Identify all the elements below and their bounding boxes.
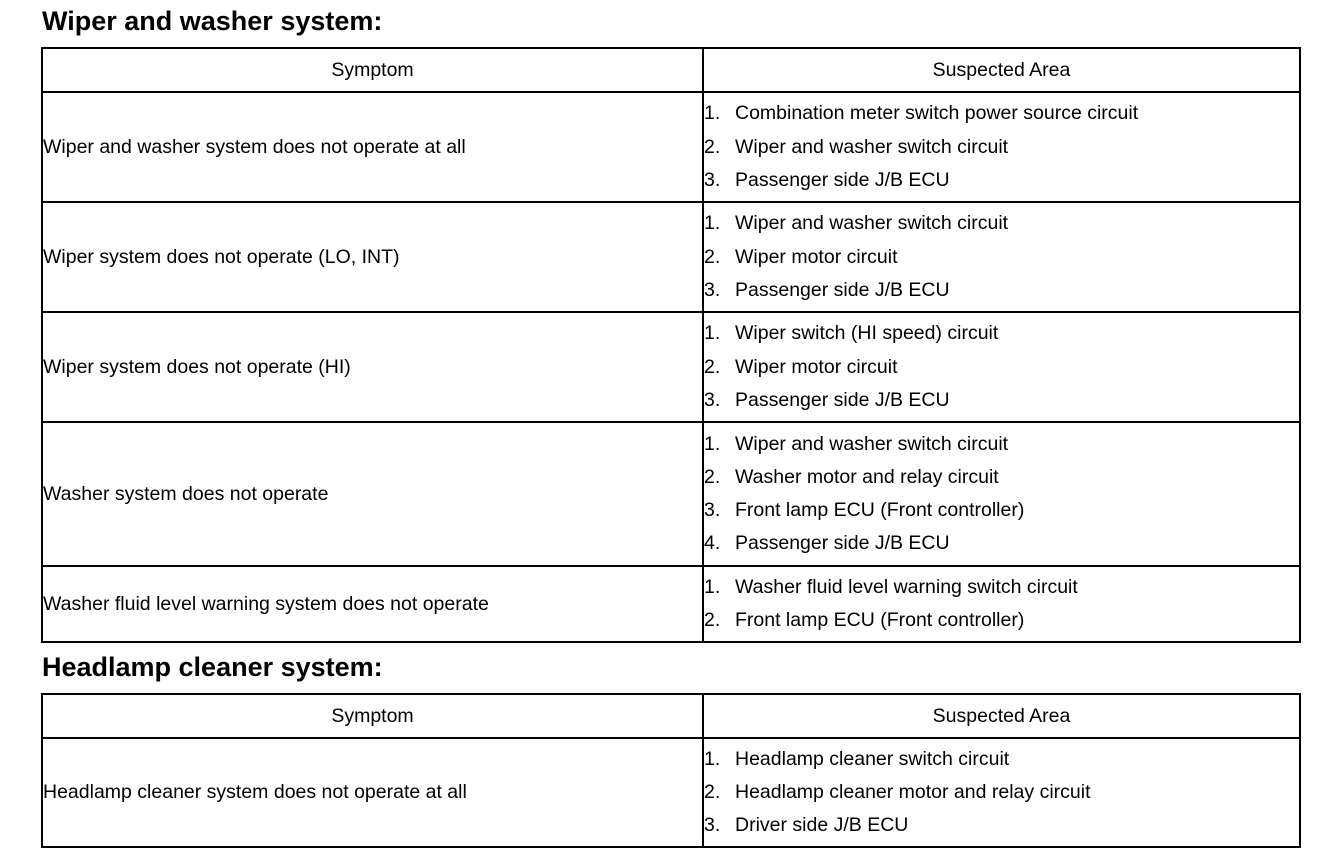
list-item [704,571,1299,604]
item-text: Passenger side J/B ECU [735,388,950,411]
headlamp-cleaner-table [41,693,1301,848]
suspected-area-list [704,207,1299,307]
list-item [704,494,1299,527]
list-item [704,97,1299,130]
suspected-area-list [704,97,1299,197]
section-title-wiper-washer: Wiper and washer system: [42,6,383,36]
item-text: Front lamp ECU (Front controller) [735,609,1025,632]
section-title-headlamp-cleaner: Headlamp cleaner system: [42,652,383,682]
symptom-cell: Washer fluid level warning system does not operate [42,566,703,642]
item-number: 2. [704,781,721,803]
wiper-washer-table [41,47,1301,643]
list-item [704,317,1299,350]
item-text: Front lamp ECU (Front controller) [735,499,1025,522]
item-text: Washer fluid level warning switch circuit [735,575,1078,598]
suspected-area-list [704,571,1299,637]
suspected-area-cell [703,312,1300,422]
item-number: 1. [704,102,721,125]
table-header-row [42,48,1300,92]
item-number: 1. [704,212,721,235]
list-item [704,461,1299,494]
suspected-area-cell [703,202,1300,312]
item-number: 3. [704,814,721,837]
item-number: 4. [704,532,721,555]
item-number: 3. [704,168,721,191]
item-number: 2. [704,355,721,378]
item-text: Passenger side J/B ECU [735,168,950,191]
item-number: 2. [704,465,721,488]
table-row [42,738,1300,847]
list-item [704,809,1299,842]
table-row [42,566,1300,642]
suspected-area-list [704,743,1299,843]
symptom-cell: Wiper system does not operate (HI) [42,312,703,422]
suspected-area-cell [703,566,1300,642]
list-item [704,743,1299,776]
item-text: Wiper and washer switch circuit [735,212,1009,235]
item-number: 3. [704,278,721,301]
suspected-area-list [704,428,1299,561]
item-number: 2. [704,245,721,268]
item-text: Headlamp cleaner motor and relay circuit [735,781,1091,803]
item-text: Wiper motor circuit [735,245,898,268]
list-item [704,384,1299,417]
list-item [704,207,1299,240]
table-row [42,92,1300,202]
item-text: Passenger side J/B ECU [735,532,950,555]
table-row [42,202,1300,312]
symptom-cell: Headlamp cleaner system does not operate at all [42,738,703,847]
suspected-area-column-header: Suspected Area [703,48,1300,92]
suspected-area-column-header: Suspected Area [703,694,1300,738]
table-header-row [42,694,1300,738]
item-text: Wiper and washer switch circuit [735,432,1009,455]
symptom-cell: Washer system does not operate [42,422,703,566]
item-number: 2. [704,609,721,632]
list-item [704,164,1299,197]
list-item [704,240,1299,273]
item-text: Combination meter switch power source circuit [735,102,1139,125]
item-text: Wiper motor circuit [735,355,898,378]
symptom-cell: Wiper system does not operate (LO, INT) [42,202,703,312]
symptom-cell: Wiper and washer system does not operate at all [42,92,703,202]
item-text: Driver side J/B ECU [735,814,909,837]
list-item [704,428,1299,461]
item-number: 1. [704,432,721,455]
item-number: 1. [704,575,721,598]
item-text: Wiper switch (HI speed) circuit [735,322,999,345]
list-item [704,130,1299,163]
symptom-column-header: Symptom [42,48,703,92]
list-item [704,527,1299,560]
item-text: Passenger side J/B ECU [735,278,950,301]
item-number: 3. [704,388,721,411]
list-item [704,350,1299,383]
item-number: 1. [704,747,721,770]
table-row [42,312,1300,422]
item-text: Washer motor and relay circuit [735,465,999,488]
table-row [42,422,1300,566]
item-number: 2. [704,135,721,158]
item-text: Wiper and washer switch circuit [735,135,1009,158]
item-text: Headlamp cleaner switch circuit [735,747,1010,770]
list-item [704,776,1299,809]
symptom-column-header: Symptom [42,694,703,738]
list-item [704,274,1299,307]
suspected-area-list [704,317,1299,417]
list-item [704,604,1299,637]
suspected-area-cell [703,422,1300,566]
item-number: 1. [704,322,721,345]
suspected-area-cell [703,92,1300,202]
suspected-area-cell [703,738,1300,847]
item-number: 3. [704,499,721,522]
